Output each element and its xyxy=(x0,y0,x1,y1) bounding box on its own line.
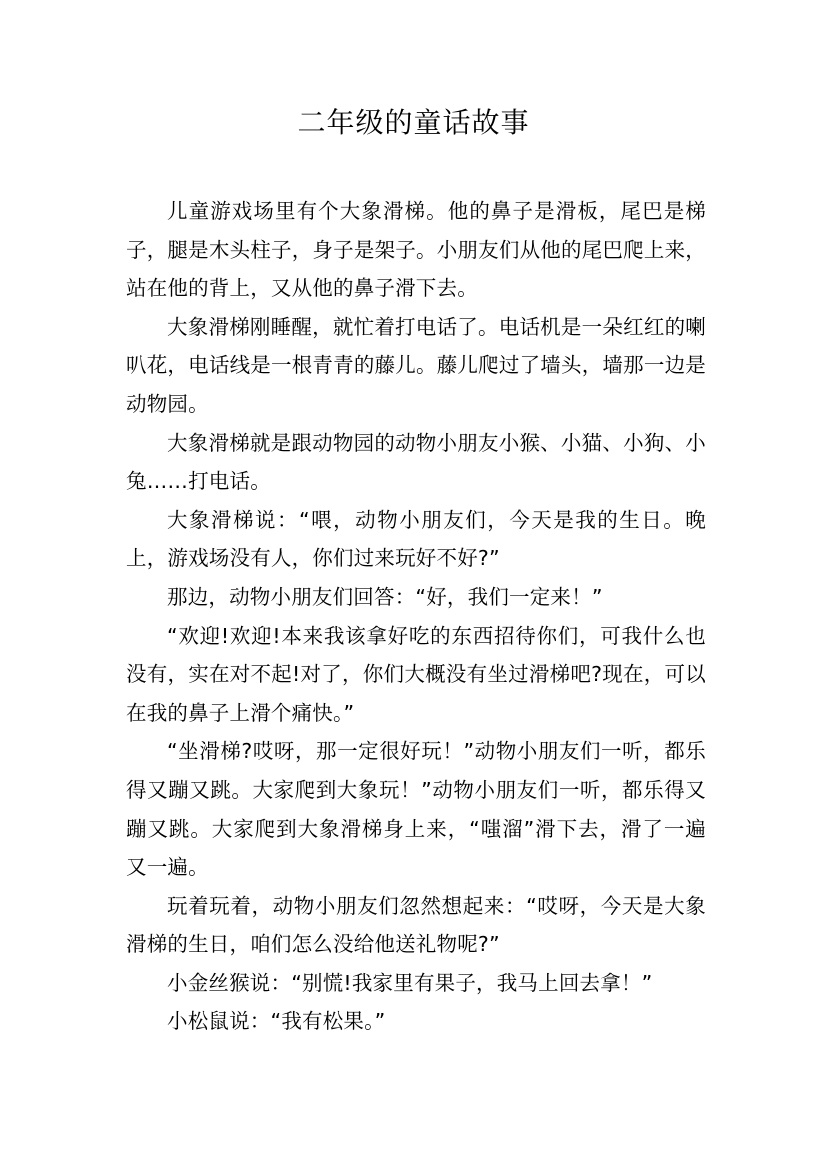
paragraph: 小松鼠说：“我有松果。” xyxy=(167,1009,386,1034)
paragraph: 小金丝猴说：“别慌!我家里有果子，我马上回去拿！” xyxy=(167,970,653,995)
paragraph: 大象滑梯说：“喂，动物小朋友们，今天是我的生日。晚上，游戏场没有人，你们过来玩好不好?” xyxy=(126,507,706,571)
paragraph: “坐滑梯?哎呀，那一定很好玩！”动物小朋友们一听，都乐得又蹦又跳。大家爬到大象玩！”动物小朋友们一听，都乐得又蹦又跳。大家爬到大象滑梯身上来，“嗤溜”滑下去，滑了一遍又一遍。 xyxy=(126,739,706,880)
paragraph: 大象滑梯刚睡醒，就忙着打电话了。电话机是一朵红红的喇叭花，电话线是一根青青的藤儿。藤儿爬过了墙头，墙那一边是动物园。 xyxy=(126,314,706,416)
paragraph: 大象滑梯就是跟动物园的动物小朋友小猴、小猫、小狗、小兔……打电话。 xyxy=(126,430,706,494)
document-body xyxy=(126,192,706,1041)
document-title: 二年级的童话故事 xyxy=(297,106,530,139)
paragraph: 玩着玩着，动物小朋友们忽然想起来：“哎呀，今天是大象滑梯的生日，咱们怎么没给他送礼物呢?” xyxy=(126,893,706,957)
paragraph: 儿童游戏场里有个大象滑梯。他的鼻子是滑板，尾巴是梯子，腿是木头柱子，身子是架子。小朋友们从他的尾巴爬上来，站在他的背上，又从他的鼻子滑下去。 xyxy=(126,199,706,301)
paragraph: 那边，动物小朋友们回答：“好，我们一定来！” xyxy=(167,584,603,609)
paragraph: “欢迎!欢迎!本来我该拿好吃的东西招待你们，可我什么也没有，实在对不起!对了，你们大概没有坐过滑梯吧?现在，可以在我的鼻子上滑个痛快。” xyxy=(126,623,706,725)
